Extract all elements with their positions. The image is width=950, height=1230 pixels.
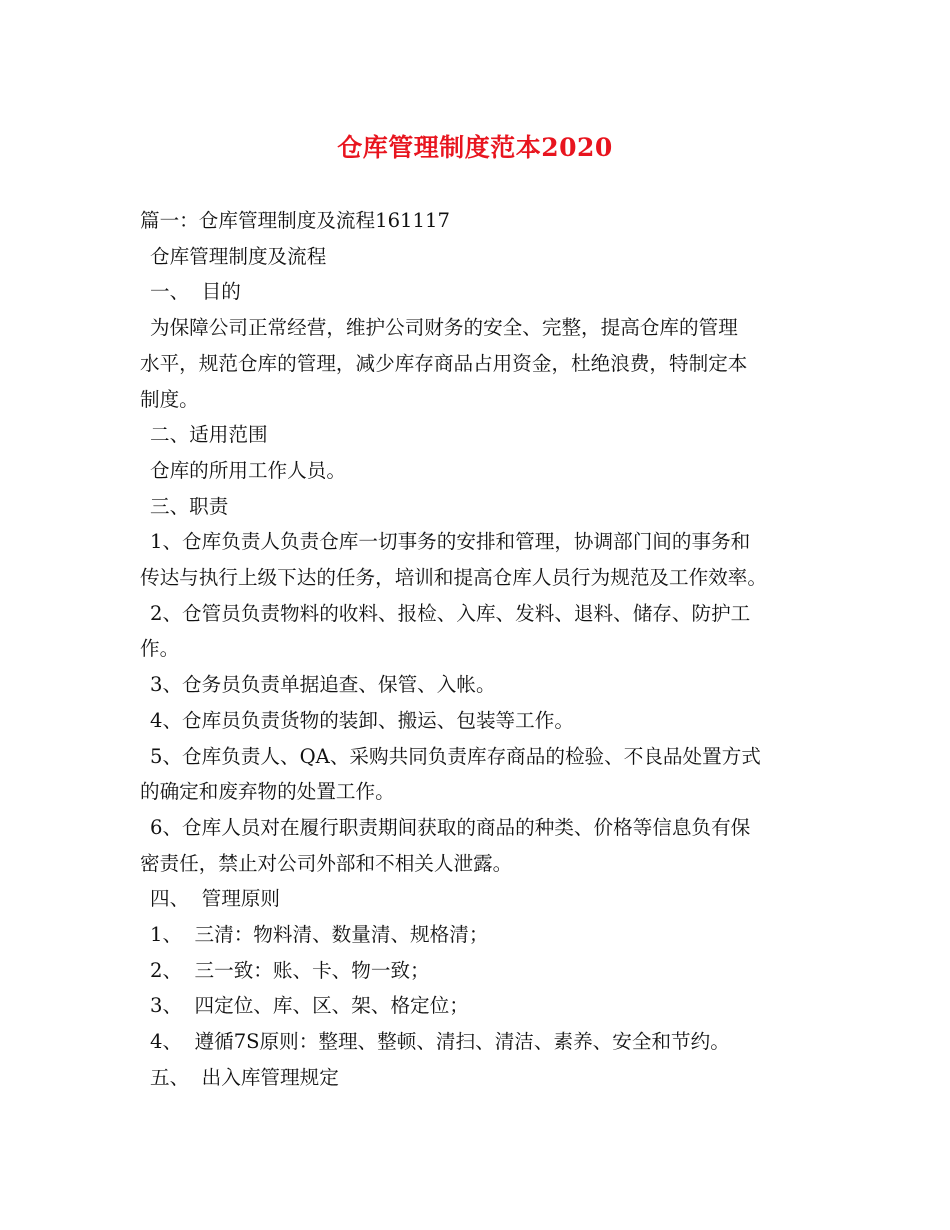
document-title: 仓库管理制度范本2020 [337, 133, 613, 162]
document-body [140, 203, 820, 1096]
text-line: 仓库管理制度及流程 [150, 244, 327, 268]
text-line: 作。 [140, 637, 180, 661]
text-line: 1、仓库负责人负责仓库一切事务的安排和管理，协调部门间的事务和 [150, 530, 751, 554]
text-line: 篇一：仓库管理制度及流程161117 [140, 209, 450, 232]
text-line: 3、仓务员负责单据追查、保管、入帐。 [150, 673, 496, 697]
text-line: 的确定和废弃物的处置工作。 [140, 780, 395, 804]
text-line: 4、 遵循7S原则：整理、整顿、清扫、清洁、素养、安全和节约。 [150, 1030, 730, 1054]
text-line: 五、 出入库管理规定 [150, 1065, 339, 1089]
text-line: 一、 目的 [150, 280, 241, 304]
text-line: 2、 三一致：账、卡、物一致； [150, 958, 430, 982]
text-line: 2、仓管员负责物料的收料、报检、入库、发料、退料、储存、防护工 [150, 601, 751, 625]
text-line: 为保障公司正常经营，维护公司财务的安全、完整，提高仓库的管理 [150, 316, 738, 340]
text-line: 5、仓库负责人、QA、采购共同负责库存商品的检验、不良品处置方式 [150, 744, 761, 768]
text-line: 四、 管理原则 [150, 887, 281, 911]
text-line: 1、 三清：物料清、数量清、规格清； [150, 923, 489, 947]
text-line: 6、仓库人员对在履行职责期间获取的商品的种类、价格等信息负有保 [150, 815, 751, 839]
text-line: 密责任，禁止对公司外部和不相关人泄露。 [140, 851, 513, 875]
text-line: 水平，规范仓库的管理，减少库存商品占用资金，杜绝浪费，特制定本 [140, 351, 748, 375]
text-line: 仓库的所用工作人员。 [150, 458, 346, 482]
text-line: 三、职责 [150, 494, 229, 518]
text-line: 二、适用范围 [150, 423, 268, 447]
text-line: 制度。 [140, 387, 199, 411]
text-line: 4、仓库员负责货物的装卸、搬运、包装等工作。 [150, 708, 574, 732]
text-line: 传达与执行上级下达的任务，培训和提高仓库人员行为规范及工作效率。 [140, 566, 767, 590]
text-line: 3、 四定位、库、区、架、格定位； [150, 994, 469, 1018]
